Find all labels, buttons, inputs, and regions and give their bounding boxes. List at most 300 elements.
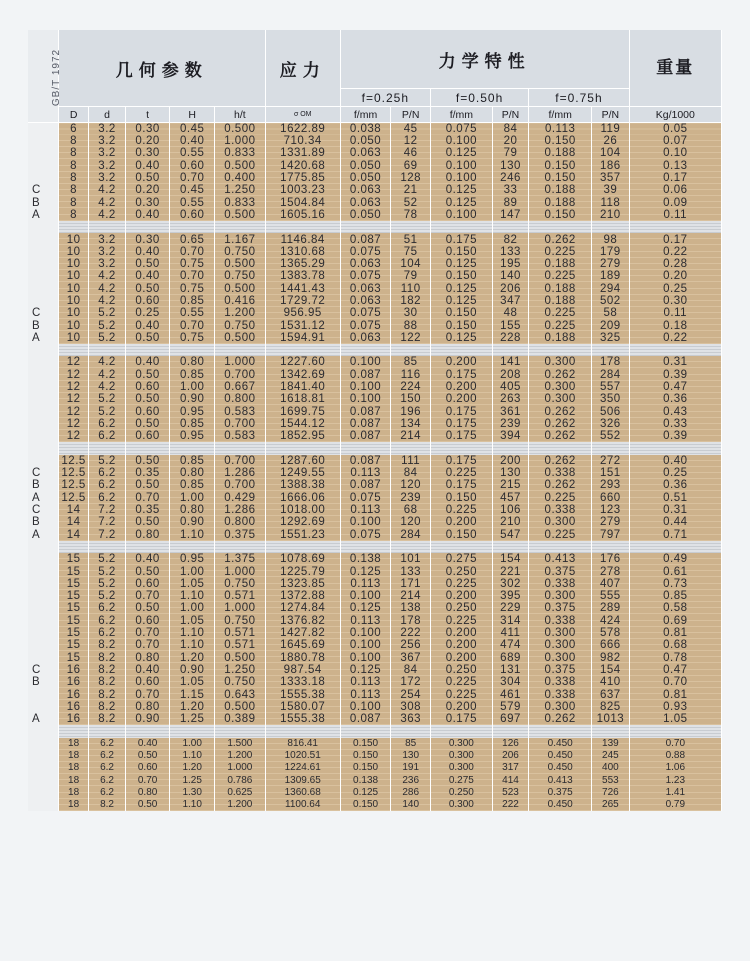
table-cell: 0.063: [340, 332, 391, 344]
table-cell: 697: [492, 713, 528, 725]
separator-cell: [58, 541, 88, 553]
table-cell: 98: [592, 233, 630, 245]
table-cell: 0.200: [430, 627, 492, 639]
table-cell: 0.075: [340, 270, 391, 282]
table-cell: 1310.68: [265, 246, 340, 258]
table-cell: 0.70: [125, 492, 170, 504]
standard-label-cell: [28, 30, 63, 123]
table-cell: 0.262: [529, 233, 592, 245]
table-cell: 0.375: [529, 787, 592, 799]
table-cell: 0.200: [430, 639, 492, 651]
table-cell: 0.125: [430, 184, 492, 196]
table-cell: 0.100: [340, 381, 391, 393]
table-cell: 116: [391, 369, 431, 381]
table-cell: 0.30: [125, 233, 170, 245]
table-cell: 0.262: [529, 369, 592, 381]
table-cell: 0.85: [170, 479, 215, 491]
table-cell: 0.113: [340, 615, 391, 627]
group-separator: [28, 541, 722, 553]
table-cell: 272: [592, 455, 630, 467]
table-cell: 1666.06: [265, 492, 340, 504]
table-cell: 1342.69: [265, 369, 340, 381]
table-cell: 0.90: [125, 713, 170, 725]
table-cell: 5.2: [89, 553, 125, 565]
table-cell: 12: [58, 418, 88, 430]
table-cell: 0.60: [125, 578, 170, 590]
table-cell: 726: [592, 787, 630, 799]
table-body: [28, 123, 722, 812]
separator-cell: [340, 221, 391, 233]
table-cell: 0.80: [125, 529, 170, 541]
table-cell: 18: [58, 799, 88, 811]
table-cell: 666: [592, 639, 630, 651]
table-cell: 0.60: [125, 295, 170, 307]
table-row: [28, 627, 722, 639]
table-cell: 0.225: [430, 688, 492, 700]
table-cell: 0.188: [529, 184, 592, 196]
table-cell: 0.06: [629, 184, 721, 196]
table-cell: 10: [58, 246, 88, 258]
table-cell: 12.5: [58, 467, 88, 479]
separator-cell: [430, 541, 492, 553]
separator-cell: [340, 541, 391, 553]
grade-cell: A: [28, 492, 58, 504]
grade-cell: [28, 295, 58, 307]
separator-cell: [28, 442, 58, 454]
table-cell: 0.25: [125, 307, 170, 319]
grade-cell: [28, 393, 58, 405]
table-cell: 1323.85: [265, 578, 340, 590]
table-cell: 18: [58, 787, 88, 799]
table-cell: 553: [592, 774, 630, 786]
table-cell: 367: [391, 651, 431, 663]
separator-cell: [529, 442, 592, 454]
table-cell: 0.150: [529, 209, 592, 221]
table-cell: 0.80: [125, 701, 170, 713]
table-cell: 405: [492, 381, 528, 393]
table-cell: 0.413: [529, 553, 592, 565]
table-row: [28, 147, 722, 159]
table-cell: 0.500: [214, 258, 265, 270]
table-cell: 16: [58, 713, 88, 725]
table-cell: 208: [492, 369, 528, 381]
separator-cell: [89, 442, 125, 454]
table-cell: 15: [58, 578, 88, 590]
table-cell: 0.90: [170, 664, 215, 676]
table-cell: 0.087: [340, 418, 391, 430]
table-cell: 1383.78: [265, 270, 340, 282]
separator-cell: [214, 221, 265, 233]
separator-cell: [430, 344, 492, 356]
table-cell: 0.47: [629, 381, 721, 393]
table-cell: 134: [391, 418, 431, 430]
table-cell: 0.150: [529, 135, 592, 147]
table-cell: 0.300: [529, 701, 592, 713]
table-row: [28, 578, 722, 590]
table-cell: 6.2: [89, 738, 125, 750]
separator-cell: [214, 725, 265, 737]
table-cell: 0.583: [214, 430, 265, 442]
grade-cell: [28, 565, 58, 577]
table-cell: 1013: [592, 713, 630, 725]
separator-cell: [125, 725, 170, 737]
table-row: [28, 356, 722, 368]
table-cell: 228: [492, 332, 528, 344]
table-cell: 8: [58, 196, 88, 208]
table-cell: 0.300: [529, 639, 592, 651]
table-cell: 1.41: [629, 787, 721, 799]
table-cell: 8.2: [89, 799, 125, 811]
table-cell: 1.000: [214, 356, 265, 368]
table-cell: 3.2: [89, 258, 125, 270]
table-cell: 78: [391, 209, 431, 221]
table-cell: 0.09: [629, 196, 721, 208]
table-cell: 578: [592, 627, 630, 639]
separator-cell: [170, 541, 215, 553]
table-row: [28, 406, 722, 418]
table-cell: 0.583: [214, 406, 265, 418]
table-cell: 0.100: [340, 627, 391, 639]
separator-cell: [592, 442, 630, 454]
table-cell: 0.450: [529, 738, 592, 750]
table-cell: 1441.43: [265, 283, 340, 295]
table-cell: 178: [391, 615, 431, 627]
table-cell: 30: [391, 307, 431, 319]
table-cell: 1227.60: [265, 356, 340, 368]
col-header-d-outer: D: [58, 107, 88, 123]
separator-cell: [125, 541, 170, 553]
table-cell: 0.300: [430, 738, 492, 750]
table-cell: 1729.72: [265, 295, 340, 307]
table-cell: 1249.55: [265, 467, 340, 479]
table-cell: 0.70: [170, 172, 215, 184]
table-cell: 1372.88: [265, 590, 340, 602]
table-cell: 0.30: [125, 123, 170, 136]
separator-cell: [592, 541, 630, 553]
table-cell: 0.050: [340, 172, 391, 184]
table-cell: 122: [391, 332, 431, 344]
table-cell: 1146.84: [265, 233, 340, 245]
grade-cell: A: [28, 529, 58, 541]
table-cell: 0.125: [340, 565, 391, 577]
table-cell: 0.175: [430, 455, 492, 467]
grade-cell: [28, 406, 58, 418]
table-cell: 0.571: [214, 627, 265, 639]
table-cell: 0.338: [529, 467, 592, 479]
table-cell: 547: [492, 529, 528, 541]
table-cell: 1645.69: [265, 639, 340, 651]
table-cell: 0.50: [125, 799, 170, 811]
table-cell: 1420.68: [265, 160, 340, 172]
separator-cell: [58, 344, 88, 356]
table-cell: 4.2: [89, 283, 125, 295]
table-cell: 0.075: [340, 246, 391, 258]
table-cell: 104: [592, 147, 630, 159]
separator-cell: [265, 442, 340, 454]
table-cell: 0.40: [125, 160, 170, 172]
table-cell: 1225.79: [265, 565, 340, 577]
separator-cell: [391, 541, 431, 553]
table-cell: 0.643: [214, 688, 265, 700]
table-cell: 0.113: [340, 676, 391, 688]
table-cell: 0.68: [629, 639, 721, 651]
table-cell: 0.450: [529, 750, 592, 762]
group-separator: [28, 221, 722, 233]
table-cell: 0.55: [170, 196, 215, 208]
table-cell: 0.300: [529, 651, 592, 663]
table-cell: 0.75: [170, 332, 215, 344]
table-cell: 1.10: [170, 627, 215, 639]
table-cell: 154: [592, 664, 630, 676]
table-cell: 0.93: [629, 701, 721, 713]
table-row: [28, 283, 722, 295]
separator-cell: [58, 221, 88, 233]
table-row: [28, 713, 722, 725]
table-cell: 0.75: [170, 283, 215, 295]
table-cell: 131: [492, 664, 528, 676]
table-cell: 4.2: [89, 184, 125, 196]
table-cell: 0.40: [125, 246, 170, 258]
table-cell: 140: [492, 270, 528, 282]
table-cell: 0.45: [170, 123, 215, 136]
col-header-h: H: [170, 107, 215, 123]
table-cell: 1292.69: [265, 516, 340, 528]
table-cell: 58: [592, 307, 630, 319]
table-cell: 1078.69: [265, 553, 340, 565]
table-cell: 130: [492, 467, 528, 479]
table-cell: 0.175: [430, 479, 492, 491]
table-cell: 278: [592, 565, 630, 577]
table-cell: 1555.38: [265, 688, 340, 700]
table-row: [28, 651, 722, 663]
table-cell: 0.338: [529, 676, 592, 688]
grade-cell: B: [28, 516, 58, 528]
table-cell: 12: [58, 406, 88, 418]
grade-cell: [28, 283, 58, 295]
table-row: [28, 123, 722, 136]
table-cell: 85: [391, 356, 431, 368]
table-cell: 0.70: [125, 688, 170, 700]
table-cell: 710.34: [265, 135, 340, 147]
separator-cell: [391, 725, 431, 737]
table-cell: 555: [592, 590, 630, 602]
table-cell: 0.22: [629, 332, 721, 344]
table-cell: 0.113: [340, 467, 391, 479]
table-cell: 1594.91: [265, 332, 340, 344]
table-cell: 0.113: [340, 504, 391, 516]
grade-cell: [28, 750, 58, 762]
table-cell: 8: [58, 172, 88, 184]
table-cell: 552: [592, 430, 630, 442]
table-cell: 347: [492, 295, 528, 307]
table-cell: 4.2: [89, 209, 125, 221]
grade-cell: [28, 639, 58, 651]
weight-header: 重量: [629, 30, 721, 107]
table-cell: 0.50: [125, 258, 170, 270]
table-cell: 0.25: [629, 283, 721, 295]
table-row: [28, 774, 722, 786]
table-cell: 0.138: [340, 774, 391, 786]
table-cell: 0.30: [629, 295, 721, 307]
table-cell: 0.39: [629, 430, 721, 442]
table-cell: 0.70: [125, 774, 170, 786]
table-cell: 0.125: [430, 332, 492, 344]
table-cell: 0.13: [629, 160, 721, 172]
table-cell: 361: [492, 406, 528, 418]
table-cell: 3.2: [89, 233, 125, 245]
table-cell: 191: [391, 762, 431, 774]
group-separator: [28, 442, 722, 454]
table-row: [28, 799, 722, 811]
table-cell: 0.450: [529, 762, 592, 774]
table-cell: 0.700: [214, 418, 265, 430]
table-cell: 46: [391, 147, 431, 159]
grade-cell: [28, 246, 58, 258]
table-cell: 0.60: [125, 676, 170, 688]
table-cell: 0.25: [629, 467, 721, 479]
separator-cell: [265, 541, 340, 553]
grade-cell: C: [28, 504, 58, 516]
table-cell: 1376.82: [265, 615, 340, 627]
table-cell: 89: [492, 196, 528, 208]
separator-cell: [58, 442, 88, 454]
table-cell: 0.22: [629, 246, 721, 258]
table-cell: 0.063: [340, 258, 391, 270]
table-cell: 0.625: [214, 787, 265, 799]
table-cell: 189: [592, 270, 630, 282]
table-cell: 1.00: [170, 492, 215, 504]
table-cell: 0.338: [529, 688, 592, 700]
table-cell: 0.800: [214, 516, 265, 528]
table-cell: 0.750: [214, 270, 265, 282]
table-cell: 126: [492, 738, 528, 750]
table-cell: 104: [391, 258, 431, 270]
table-cell: 130: [492, 160, 528, 172]
separator-cell: [265, 725, 340, 737]
table-cell: 286: [391, 787, 431, 799]
table-cell: 0.150: [340, 799, 391, 811]
table-cell: 222: [391, 627, 431, 639]
table-row: [28, 750, 722, 762]
table-cell: 0.30: [125, 147, 170, 159]
table-cell: 1.375: [214, 553, 265, 565]
grade-cell: [28, 123, 58, 136]
table-cell: 82: [492, 233, 528, 245]
table-cell: 10: [58, 283, 88, 295]
table-cell: 0.250: [430, 602, 492, 614]
table-cell: 0.087: [340, 479, 391, 491]
table-cell: 154: [492, 553, 528, 565]
grade-cell: [28, 430, 58, 442]
separator-cell: [28, 541, 58, 553]
table-cell: 18: [58, 762, 88, 774]
table-cell: 1331.89: [265, 147, 340, 159]
table-cell: 0.43: [629, 406, 721, 418]
table-cell: 20: [492, 135, 528, 147]
table-cell: 0.138: [340, 553, 391, 565]
table-cell: 0.28: [629, 258, 721, 270]
table-cell: 0.075: [340, 319, 391, 331]
table-cell: 200: [492, 455, 528, 467]
table-cell: 279: [592, 516, 630, 528]
separator-cell: [592, 725, 630, 737]
table-cell: 557: [592, 381, 630, 393]
separator-cell: [340, 725, 391, 737]
table-cell: 172: [391, 676, 431, 688]
table-cell: 1.000: [214, 762, 265, 774]
table-cell: 263: [492, 393, 528, 405]
table-cell: 206: [492, 283, 528, 295]
table-cell: 0.750: [214, 319, 265, 331]
table-cell: 111: [391, 455, 431, 467]
grade-cell: B: [28, 196, 58, 208]
table-cell: 1224.61: [265, 762, 340, 774]
group-separator: [28, 344, 722, 356]
table-cell: 523: [492, 787, 528, 799]
table-cell: 0.31: [629, 356, 721, 368]
table-cell: 1.286: [214, 504, 265, 516]
table-cell: 0.50: [125, 516, 170, 528]
table-cell: 0.20: [125, 135, 170, 147]
table-cell: 214: [391, 430, 431, 442]
grade-cell: [28, 701, 58, 713]
table-cell: 7.2: [89, 529, 125, 541]
column-header-row: [28, 107, 722, 123]
table-row: [28, 787, 722, 799]
table-cell: 0.125: [430, 258, 492, 270]
grade-cell: [28, 270, 58, 282]
table-cell: 0.338: [529, 615, 592, 627]
table-cell: 279: [592, 258, 630, 270]
table-cell: 956.95: [265, 307, 340, 319]
table-cell: 474: [492, 639, 528, 651]
table-cell: 0.40: [125, 664, 170, 676]
table-cell: 1551.23: [265, 529, 340, 541]
table-cell: 254: [391, 688, 431, 700]
table-row: [28, 529, 722, 541]
table-cell: 0.075: [340, 529, 391, 541]
table-cell: 0.95: [170, 430, 215, 442]
table-cell: 0.225: [430, 676, 492, 688]
table-cell: 0.70: [125, 590, 170, 602]
separator-cell: [629, 344, 721, 356]
separator-cell: [28, 221, 58, 233]
table-cell: 987.54: [265, 664, 340, 676]
table-cell: 1018.00: [265, 504, 340, 516]
table-cell: 0.61: [629, 565, 721, 577]
table-cell: 1.05: [170, 676, 215, 688]
table-cell: 0.88: [629, 750, 721, 762]
table-cell: 8.2: [89, 651, 125, 663]
table-cell: 15: [58, 602, 88, 614]
table-cell: 0.200: [430, 356, 492, 368]
table-row: [28, 455, 722, 467]
table-cell: 1388.38: [265, 479, 340, 491]
separator-cell: [492, 221, 528, 233]
grade-cell: [28, 787, 58, 799]
table-cell: 1.06: [629, 762, 721, 774]
table-cell: 0.70: [170, 246, 215, 258]
table-cell: 0.750: [214, 246, 265, 258]
table-cell: 1699.75: [265, 406, 340, 418]
table-cell: 660: [592, 492, 630, 504]
separator-cell: [492, 541, 528, 553]
table-cell: 0.11: [629, 209, 721, 221]
table-cell: 3.2: [89, 160, 125, 172]
table-cell: 15: [58, 590, 88, 602]
table-cell: 12.5: [58, 455, 88, 467]
grade-cell: [28, 172, 58, 184]
